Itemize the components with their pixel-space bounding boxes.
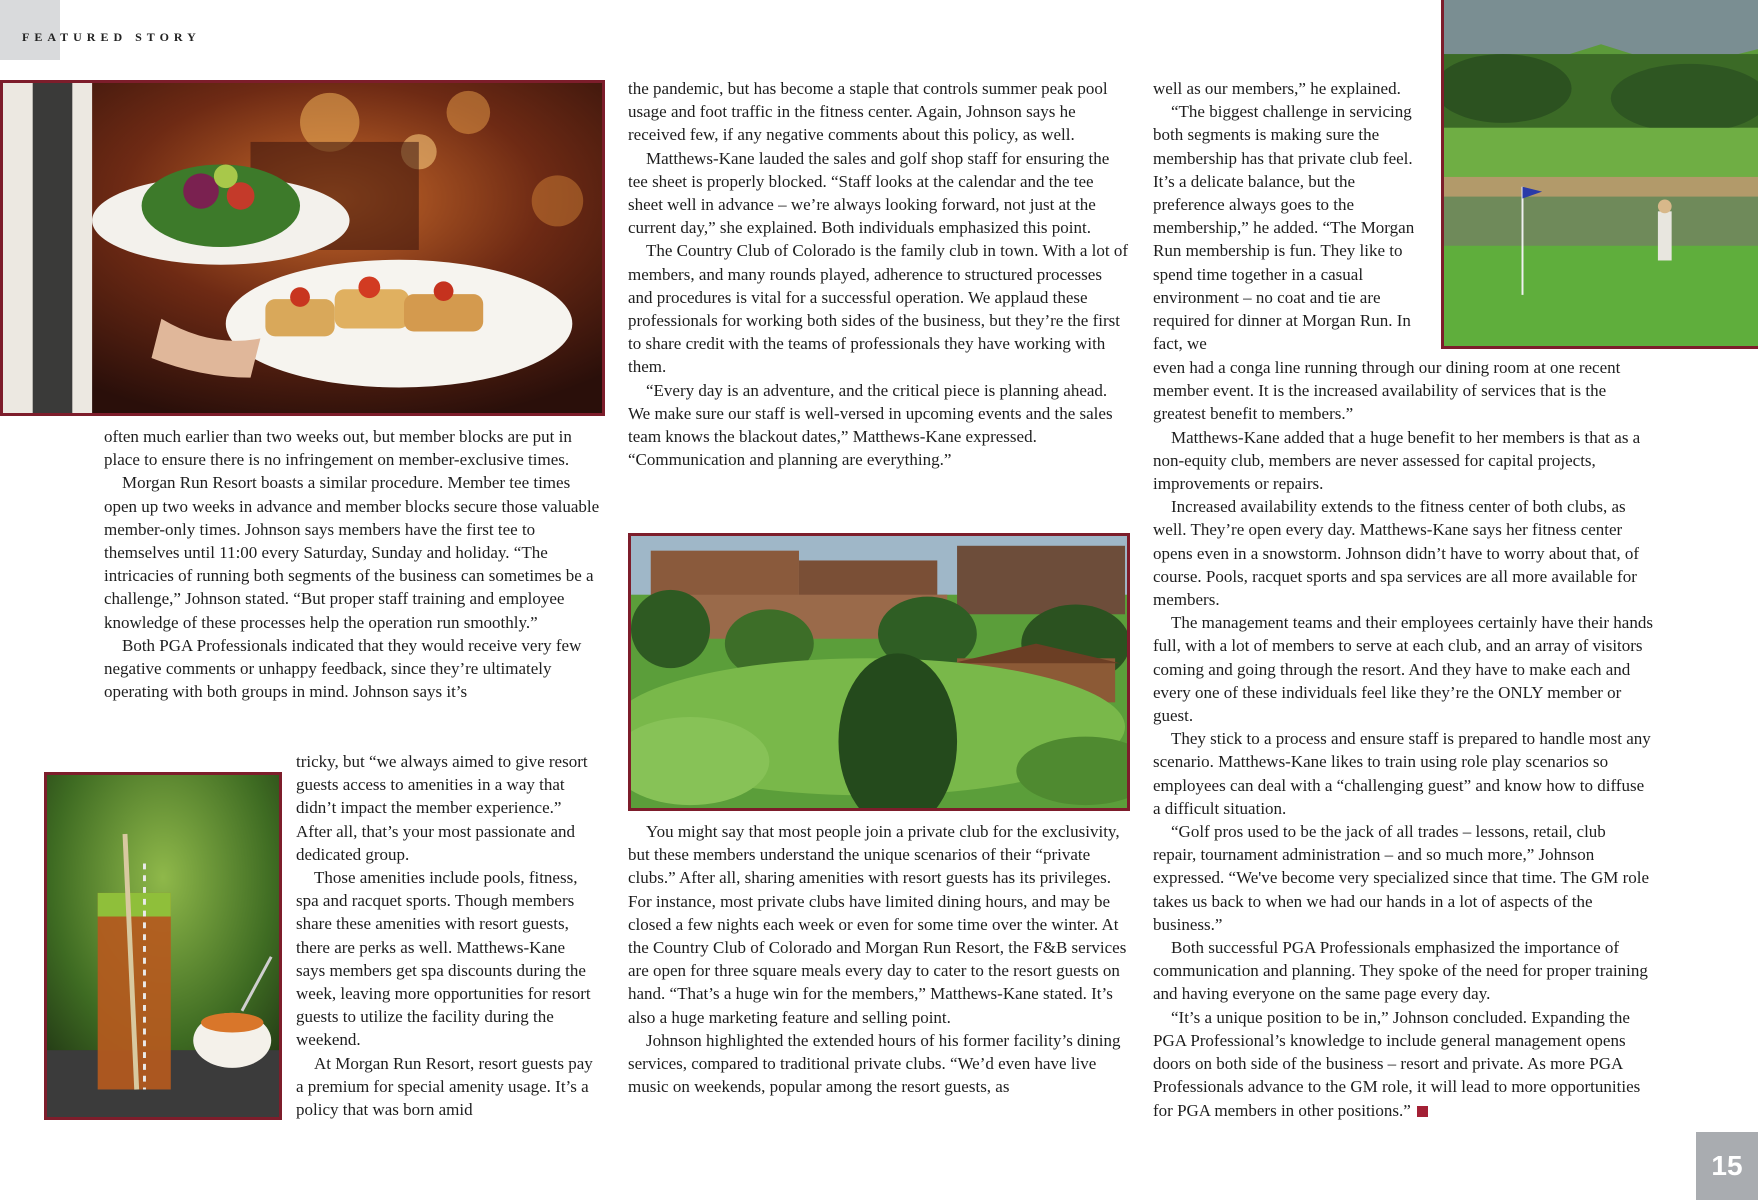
paragraph: Johnson highlighted the extended hours of his former facility’s dining services, compared to traditional private clubs. “We’d even have live music on weekends, popular among the resort guests, as [628, 1030, 1121, 1097]
paragraph: “Every day is an adventure, and the critical piece is planning ahead. We make sure our staff is well-versed in upcoming events and the sales team knows the blackout dates,” Matthews-Kane expressed. “Communication and planning are everything.” [628, 380, 1113, 470]
paragraph: The management teams and their employees certainly have their hands full, with a lot of members to serve at each club, and an array of visitors coming and going through the resort. And they have to make each and every one of these individuals feel like they’re the ONLY member or guest. [1153, 613, 1653, 726]
food-photo [0, 80, 605, 416]
paragraph: even had a conga line running through our dining room at one recent member event. It is the increased availability of services that is the greatest benefit to members.” [1153, 358, 1621, 424]
paragraph: well as our members,” he explained. [1153, 79, 1401, 98]
paragraph: They stick to a process and ensure staff is prepared to handle most any scenario. Matthews-Kane likes to train using role play scenarios so employees can deal with a “challenging guest” and know how to diffuse a difficult situation. [1153, 729, 1651, 818]
section-label: FEATURED STORY [22, 30, 201, 44]
paragraph: Morgan Run Resort boasts a similar procedure. Member tee times open up two weeks in advance and member blocks secure those valuable member-only times. Johnson says members have the first tee to themselves until 11:00 every Saturday, Sunday and holiday. “The intricacies of running both segments of the business can sometimes be a challenge,” Johnson stated. “But proper staff training and employee knowledge of these processes help the operation run smoothly.” [104, 473, 600, 632]
paragraph: Both PGA Professionals indicated that they would receive very few negative comments or unhappy feedback, since they’re ultimately operating with both groups in mind. Johnson says it’s [104, 635, 582, 702]
end-mark-icon [1417, 1106, 1428, 1117]
article-column-1-wrap [296, 750, 596, 1121]
paragraph: The Country Club of Colorado is the family club in town. With a lot of members, and many rounds played, adherence to structured processes and procedures is vital for a successful operation. We applaud these professionals for working both sides of the business, but they’re the first to share credit with the teams of professionals they have working with them. [628, 241, 1129, 377]
paragraph: Matthews-Kane lauded the sales and golf shop staff for ensuring the tee sheet is properly blocked. “Staff looks at the calendar and the tee sheet well in advance – we’re always looking forward, not just at the current day,” she explained. Both individuals emphasized this point. [628, 148, 1110, 238]
paragraph: You might say that most people join a private club for the exclusivity, but these members understand the unique scenarios of their “private clubs.” After all, sharing amenities with resort guests has its privileges. For instance, most private clubs have limited dining hours, and may be closed a few nights each week or even for some time over the winter. At the Country Club of Colorado and Morgan Run Resort, the F&B services are open for three square meals every day to cater to the resort guests on hand. “That’s a huge win for the members,” Matthews-Kane stated. It’s also a huge marketing feature and selling point. [628, 822, 1127, 1027]
golfer-photo [1441, 0, 1758, 349]
paragraph-final [1153, 1006, 1653, 1122]
paragraph: the pandemic, but has become a staple that controls summer peak pool usage and foot traffic in the fitness center. Again, Johnson says he received few, if any negative comments about this policy, as well. [628, 79, 1108, 145]
paragraph: Both successful PGA Professionals emphasized the importance of communication and planning. They spoke of the need for proper training and having everyone on the same page every day. [1153, 938, 1648, 1004]
paragraph: Matthews-Kane added that a huge benefit to her members is that as a non-equity club, members are never assessed for capital projects, improvements or repairs. [1153, 427, 1641, 494]
article-column-3 [1153, 356, 1653, 1122]
article-column-2 [628, 77, 1130, 471]
paragraph: Those amenities include pools, fitness, spa and racquet sports. Though members share these amenities with resort guests, there are perks as well. Matthews-Kane says members get spa discounts during the week, leaving more opportunities for resort guests to utilize the facility during the weekend. [296, 868, 591, 1050]
article-column-1 [104, 425, 604, 703]
article-column-2-lower [628, 820, 1130, 1098]
resort-photo [628, 533, 1130, 811]
paragraph: At Morgan Run Resort, resort guests pay a premium for special amenity usage. It’s a policy that was born amid [296, 1053, 593, 1120]
paragraph: tricky, but “we always aimed to give resort guests access to amenities in a way that didn’t impact the member experience.” After all, that’s your most passionate and dedicated group. [296, 752, 588, 864]
article-column-3-top [1153, 77, 1428, 355]
paragraph-text: “It’s a unique position to be in,” Johnson concluded. Expanding the PGA Professional’s knowledge to include general management opens doors on both side of the business – resort and private. As more PGA Professionals advance to the GM role, it will lead to more opportunities for PGA members in other positions.” [1153, 1007, 1641, 1120]
page-number: 15 [1696, 1132, 1758, 1200]
paragraph: often much earlier than two weeks out, but member blocks are put in place to ensure there is no infringement on member-exclusive times. [104, 427, 572, 470]
paragraph: “Golf pros used to be the jack of all trades – lessons, retail, club repair, tournament administration – and so much more,” Johnson expressed. “We've become very specialized since that time. The GM role takes us back to when we had our hands in a lot of aspects of the business.” [1153, 822, 1650, 934]
drink-photo [44, 772, 282, 1120]
paragraph: “The biggest challenge in servicing both segments is making sure the membership has that private club feel. It’s a delicate balance, but the preference always goes to the membership,” he added. “The Morgan Run membership is fun. They like to spend time together in a casual environment – no coat and tie are required for dinner at Morgan Run. In fact, we [1153, 102, 1415, 354]
paragraph: Increased availability extends to the fitness center of both clubs, as well. They’re open every day. Matthews-Kane says her fitness center opens even in a snowstorm. Johnson didn’t have to worry about that, of course. Pools, racquet sports and spa services are all more available for members. [1153, 497, 1640, 610]
